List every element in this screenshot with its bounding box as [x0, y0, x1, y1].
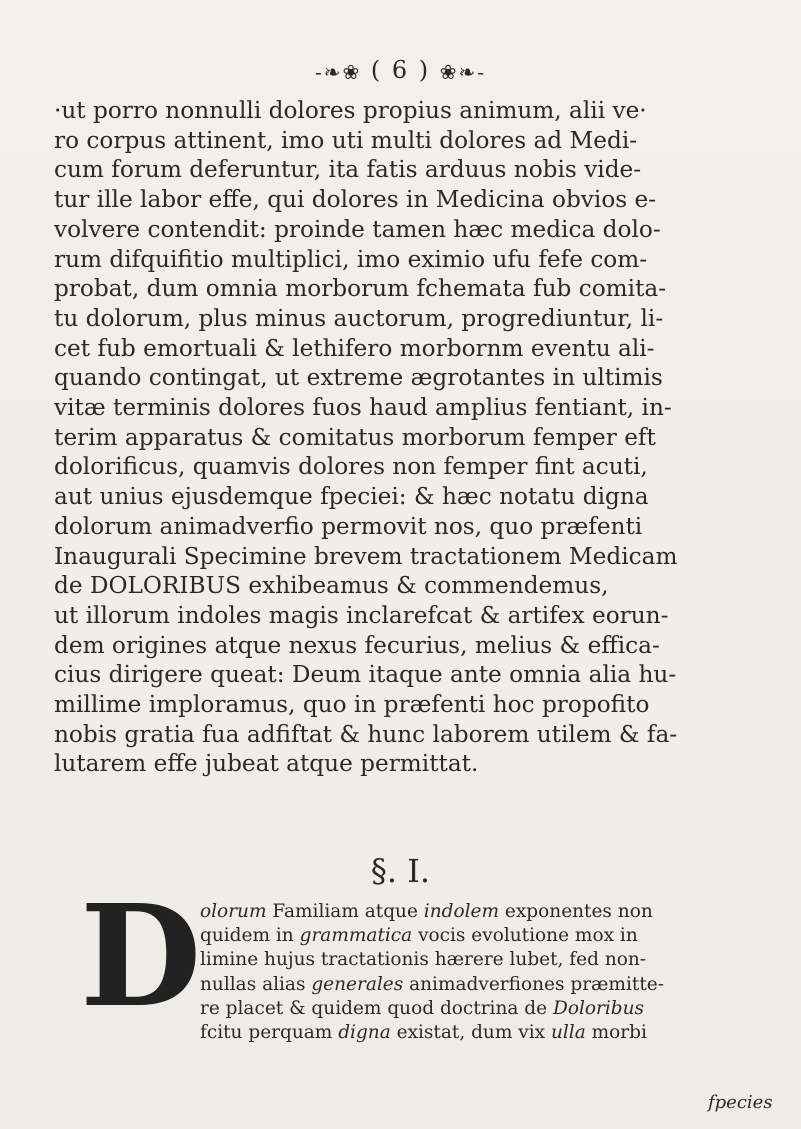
text-segment: animadverfiones præmitte-	[403, 973, 664, 995]
text-line: volvere contendit: proinde tamen hæc medica dolo-	[54, 215, 661, 243]
text-segment: limine hujus tractationis hærere lubet, fed non-	[200, 949, 647, 971]
section-paragraph	[200, 900, 776, 1045]
text-segment: existat, dum vix	[390, 1022, 551, 1044]
text-line: dem origines atque nexus fecurius, melius & effica-	[54, 631, 660, 659]
italic-word: ulla	[550, 1022, 586, 1044]
text-line: tu dolorum, plus minus auctorum, progrediuntur, li-	[54, 304, 664, 332]
text-line: tur ille labor effe, qui dolores in Medicina obvios e-	[54, 186, 657, 214]
text-line: cum forum deferuntur, ita fatis arduus nobis vide-	[54, 156, 642, 184]
text-line: de DOLORIBUS exhibeamus & commendemus,	[54, 572, 609, 600]
page-number: ( 6 )	[370, 56, 431, 84]
text-line: cius dirigere queat: Deum itaque ante omnia alia hu-	[54, 661, 677, 689]
text-line	[200, 1021, 776, 1045]
page-header	[0, 56, 801, 84]
text-segment: Familiam atque	[266, 901, 424, 922]
text-segment: re placet & quidem quod doctrina de	[200, 997, 553, 1019]
text-segment: fcitu perquam	[200, 1022, 339, 1044]
italic-word: digna	[338, 1022, 391, 1044]
text-line: nobis gratia fua adfiftat & hunc laborem utilem & fa-	[54, 720, 678, 748]
text-line	[200, 948, 776, 972]
text-line: terim apparatus & comitatus morborum femper eft	[54, 423, 656, 451]
text-line: aut unius ejusdemque fpeciei: & hæc notatu digna	[54, 483, 649, 511]
catchword: fpecies	[708, 1092, 773, 1113]
text-line: probat, dum omnia morborum fchemata fub comita-	[54, 275, 667, 303]
text-segment: nullas alias	[200, 973, 312, 995]
right-ornament-icon: ❀❧-	[439, 59, 487, 84]
text-line	[200, 997, 776, 1021]
italic-word: Doloribus	[552, 997, 645, 1019]
text-segment: exponentes non	[499, 901, 653, 922]
italic-word: indolem	[423, 901, 500, 922]
text-line	[200, 900, 776, 924]
section-heading: §. I.	[370, 852, 431, 890]
main-paragraph	[54, 96, 776, 779]
text-line: rum difquifitio multiplici, imo eximio ufu fefe com-	[54, 245, 648, 273]
text-line: millime imploramus, quo in præfenti hoc propofito	[54, 691, 650, 719]
text-segment: vocis evolutione mox in	[412, 925, 638, 947]
text-line	[200, 924, 776, 948]
italic-word: grammatica	[299, 925, 413, 947]
text-line: ro corpus attinent, imo uti multi dolores ad Medi-	[54, 126, 638, 154]
left-ornament-icon: -❧❀	[314, 59, 362, 84]
text-line: lutarem effe jubeat atque permittat.	[54, 750, 479, 778]
text-line: quando contingat, ut extreme ægrotantes in ultimis	[54, 364, 663, 392]
drop-cap: D	[80, 875, 202, 1039]
text-line: ·ut porro nonnulli dolores propius animum, alii ve·	[54, 97, 647, 124]
italic-word: generales	[311, 973, 404, 995]
text-line: ut illorum indoles magis inclarefcat & artifex eorun-	[54, 601, 669, 629]
text-line: cet fub emortuali & lethifero morbornm eventu ali-	[54, 334, 655, 362]
text-line: vitæ terminis dolores fuos haud amplius fentiant, in-	[54, 394, 672, 422]
text-line: dolorum animadverfio permovit nos, quo præfenti	[54, 512, 643, 540]
text-segment: morbi	[585, 1022, 647, 1044]
text-line: dolorificus, quamvis dolores non femper fint acuti,	[54, 453, 648, 481]
text-line: Inaugurali Specimine brevem tractationem Medicam	[54, 542, 678, 570]
text-line	[200, 973, 776, 997]
text-segment: quidem in	[200, 925, 300, 947]
italic-word: olorum	[200, 901, 267, 922]
